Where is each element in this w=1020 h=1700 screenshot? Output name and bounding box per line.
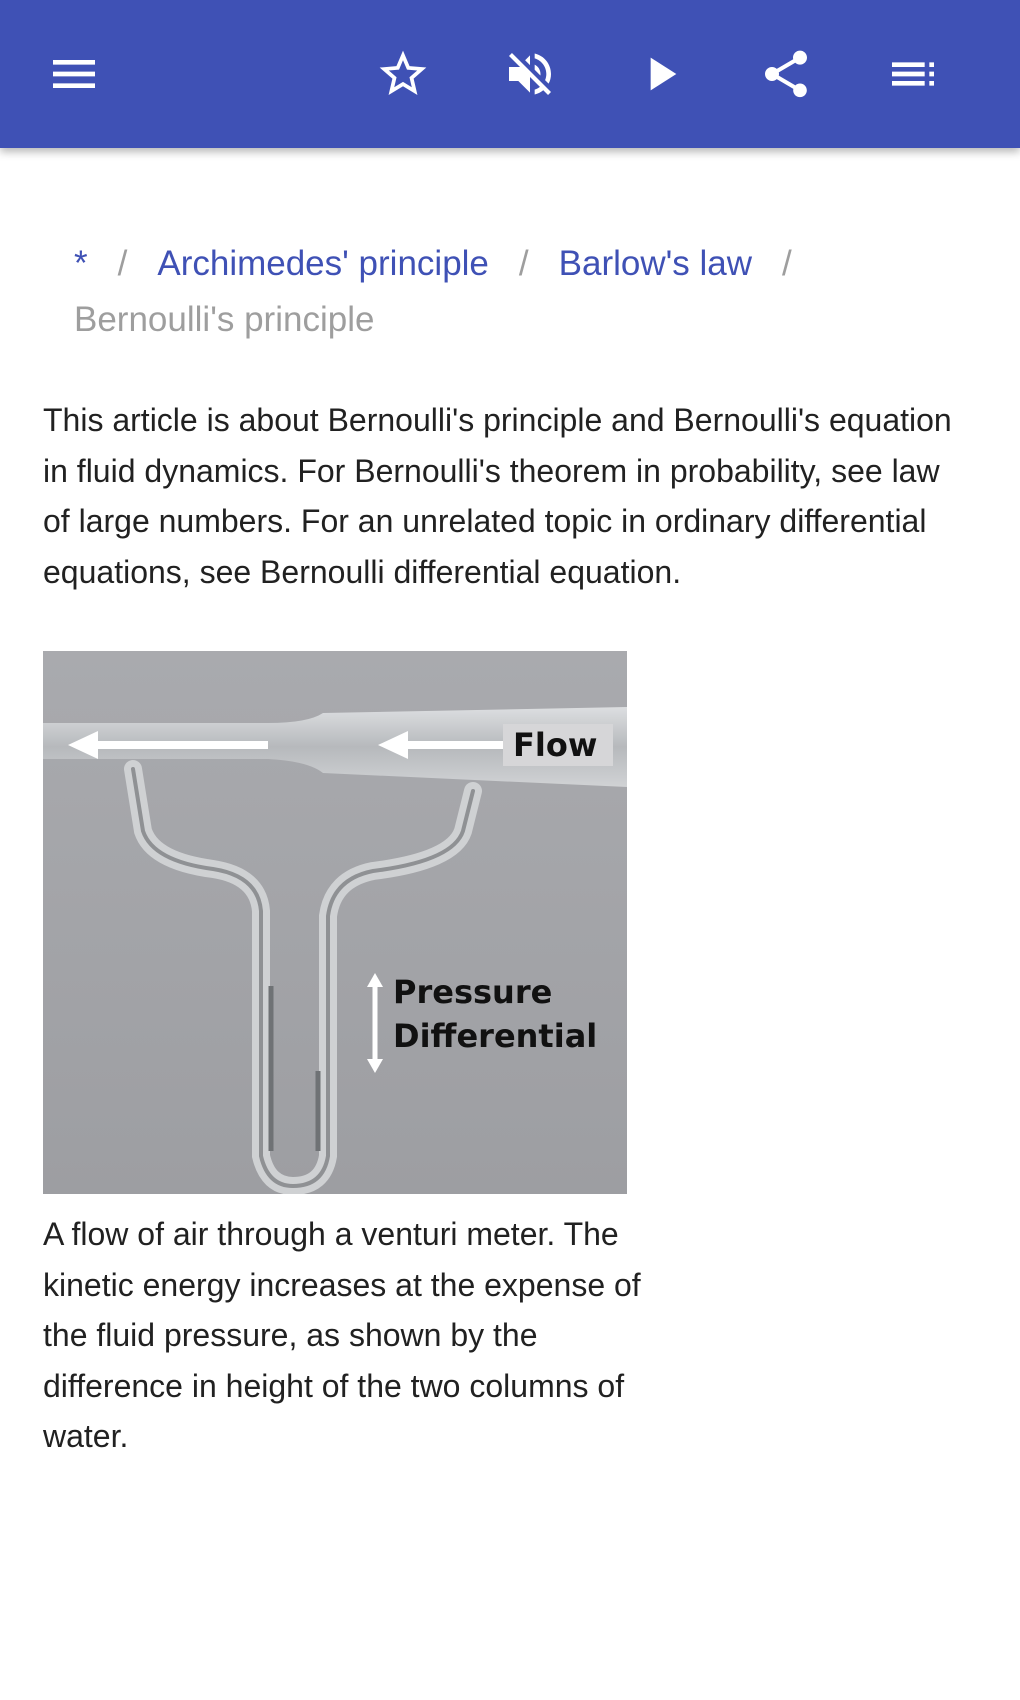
share-button[interactable] [746,34,826,114]
share-icon [758,46,814,102]
breadcrumb-item-archimedes[interactable]: Archimedes' principle [157,244,489,283]
menu-button[interactable] [34,34,114,114]
article-intro: This article is about Bernoulli's principle and Bernoulli's equation in fluid dynamics. For Bernoulli's theorem in probability, see law of large numbers. For an unrelated topic in ordinary differential equations, see Bernoulli differential equation. [43,402,952,590]
breadcrumb-item-barlow[interactable]: Barlow's law [558,244,753,283]
figure-caption: A flow of air through a venturi meter. The kinetic energy increases at the expense of the fluid pressure, as shown by the difference in height of the two columns of water. [43,1216,641,1454]
venturi-figure [43,651,627,1194]
app-toolbar [0,0,1020,148]
breadcrumb-separator: / [782,244,792,283]
volume-off-icon [502,46,558,102]
star-outline-icon [375,46,431,102]
play-icon [632,46,688,102]
breadcrumb-separator: / [117,244,128,283]
breadcrumb [74,236,954,348]
breadcrumb-separator: / [518,244,529,283]
pressure-label-line2: Differential [393,1017,598,1055]
menu-icon [46,46,102,102]
play-button[interactable] [620,34,700,114]
pressure-label-line1: Pressure [393,973,553,1011]
playlist-icon [885,46,941,102]
breadcrumb-root[interactable]: * [74,244,88,283]
breadcrumb-current: Bernoulli's principle [74,300,375,339]
venturi-meter-image [43,651,627,1194]
mute-button[interactable] [490,34,570,114]
bookmark-button[interactable] [363,34,443,114]
contents-button[interactable] [873,34,953,114]
flow-label: Flow [513,726,598,764]
